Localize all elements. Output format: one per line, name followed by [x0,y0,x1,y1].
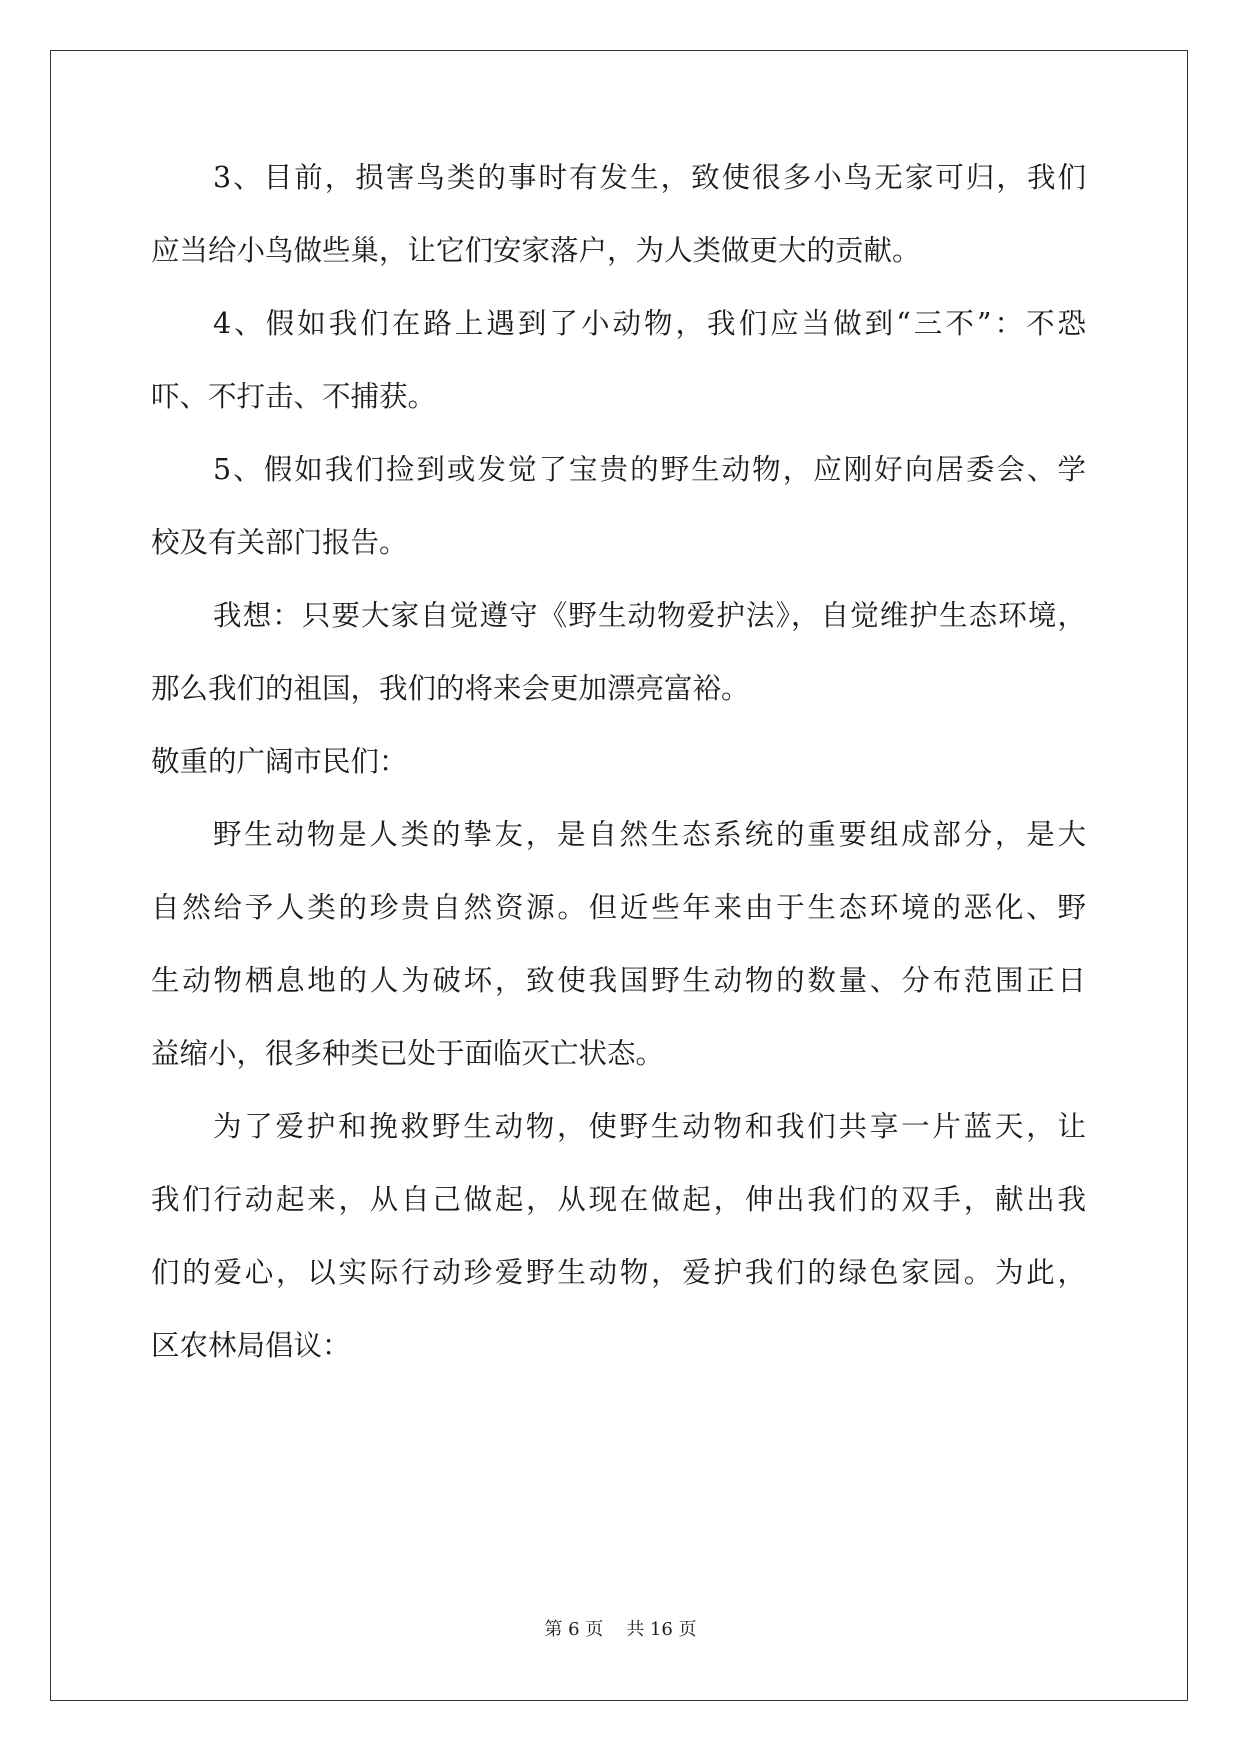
text-line: 我想：只要大家自觉遵守《野生动物爱护法》，自觉维护生态环境， [213,599,1086,632]
text-line: 为了爱护和挽救野生动物，使野生动物和我们共享一片蓝天，让 [213,1110,1086,1143]
text-line: 校及有关部门报告。 [151,526,408,559]
text-line: 5、假如我们捡到或发觉了宝贵的野生动物，应刚好向居委会、学 [213,453,1086,486]
text-line: 自然给予人类的珍贵自然资源。但近些年来由于生态环境的恶化、野 [151,891,1086,924]
salutation: 敬重的广阔市民们： [151,745,408,778]
text-line: 我们行动起来，从自己做起，从现在做起，伸出我们的双手，献出我 [151,1183,1086,1216]
text-line: 4、假如我们在路上遇到了小动物，我们应当做到“三不”：不恐 [213,307,1086,340]
text-line: 那么我们的祖国，我们的将来会更加漂亮富裕。 [151,672,750,705]
page-number-footer: 第 6 页 共 16 页 [544,1619,697,1640]
page-border [50,50,1188,1701]
text-line: 吓、不打击、不捕获。 [151,380,437,413]
text-line: 生动物栖息地的人为破坏，致使我国野生动物的数量、分布范围正日 [151,964,1086,997]
text-line: 益缩小，很多种类已处于面临灭亡状态。 [151,1037,665,1070]
text-line: 野生动物是人类的挚友，是自然生态系统的重要组成部分，是大 [213,818,1086,851]
text-line: 应当给小鸟做些巢，让它们安家落户，为人类做更大的贡献。 [151,234,921,267]
text-line: 3、目前，损害鸟类的事时有发生，致使很多小鸟无家可归，我们 [213,161,1086,194]
text-line: 区农林局倡议： [151,1329,351,1362]
text-line: 们的爱心，以实际行动珍爱野生动物，爱护我们的绿色家园。为此， [151,1256,1086,1289]
